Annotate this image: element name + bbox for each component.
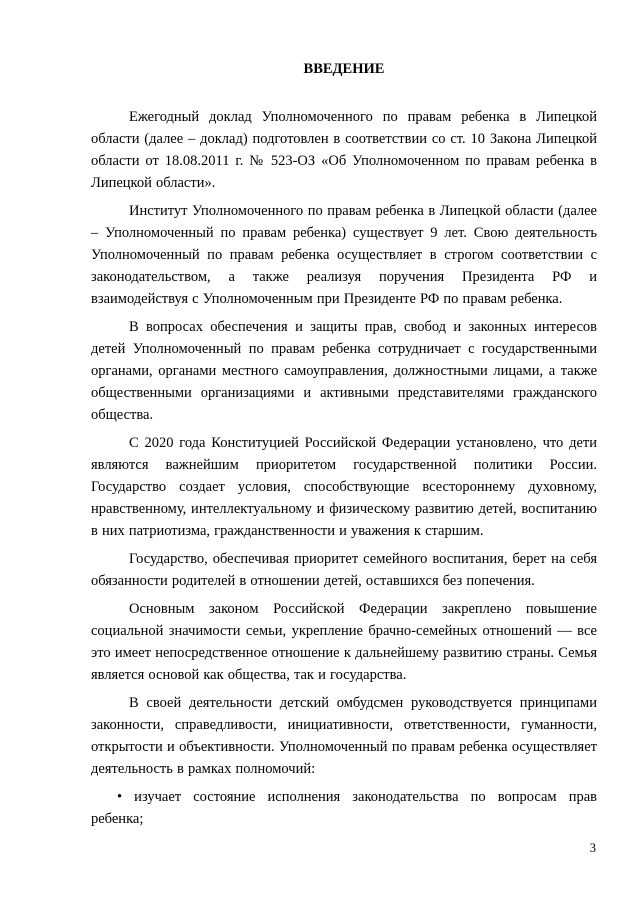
paragraph-report-basis: Ежегодный доклад Уполномоченного по правам ребенка в Липецкой области (далее – доклад) подготовлен в соответствии со ст. 10 Закона Липецкой области от 18.08.2011 г. № 523-ОЗ «Об Уполномоченном по правам ребенка в Липецкой области». — [91, 109, 597, 191]
paragraph-principles: В своей деятельности детский омбудсмен руководствуется принципами законности, справедливости, инициативности, ответственности, гуманности, открытости и объективности. Уполномоченный по правам ребенка осуществляет деятельность в рамках полномочий: — [91, 695, 597, 777]
body-text — [91, 106, 597, 830]
paragraph-constitution: С 2020 года Конституцией Российской Федерации установлено, что дети являются важнейшим приоритетом государственной политики России. Государство создает условия, способствующие всестороннему духовному, нравственному, интеллектуальному и физическому развитию детей, воспитанию в них патриотизма, гражданственности и уважения к старшим. — [91, 435, 597, 539]
page-content — [91, 48, 597, 878]
paragraph-family-upbringing: Государство, обеспечивая приоритет семейного воспитания, берет на себя обязанности родителей в отношении детей, оставшихся без попечения. — [91, 551, 597, 589]
paragraph-family-significance: Основным законом Российской Федерации закреплено повышение социальной значимости семьи, укрепление брачно-семейных отношений — все это имеет непосредственное отношение к дальнейшему развитию страны. Семья является основой как общества, так и государства. — [91, 601, 597, 683]
paragraph-institute: Институт Уполномоченного по правам ребенка в Липецкой области (далее – Уполномоченный по правам ребенка) существует 9 лет. Свою деятельность Уполномоченный по правам ребенка осуществляет в строгом соответствии с законодательством, а также реализуя поручения Президента РФ и взаимодействуя с Уполномоченным при Президенте РФ по правам ребенка. — [91, 203, 597, 307]
page-number: 3 — [589, 841, 596, 855]
bullet-item-legislation: • изучает состояние исполнения законодательства по вопросам прав ребенка; — [91, 789, 597, 827]
paragraph-cooperation: В вопросах обеспечения и защиты прав, свобод и законных интересов детей Уполномоченный по правам ребенка сотрудничает с государственными органами, органами местного самоуправления, должностными лицами, а также общественными организациями и активными представителями гражданского общества. — [91, 319, 597, 423]
page-title: ВВЕДЕНИЕ — [303, 61, 385, 77]
